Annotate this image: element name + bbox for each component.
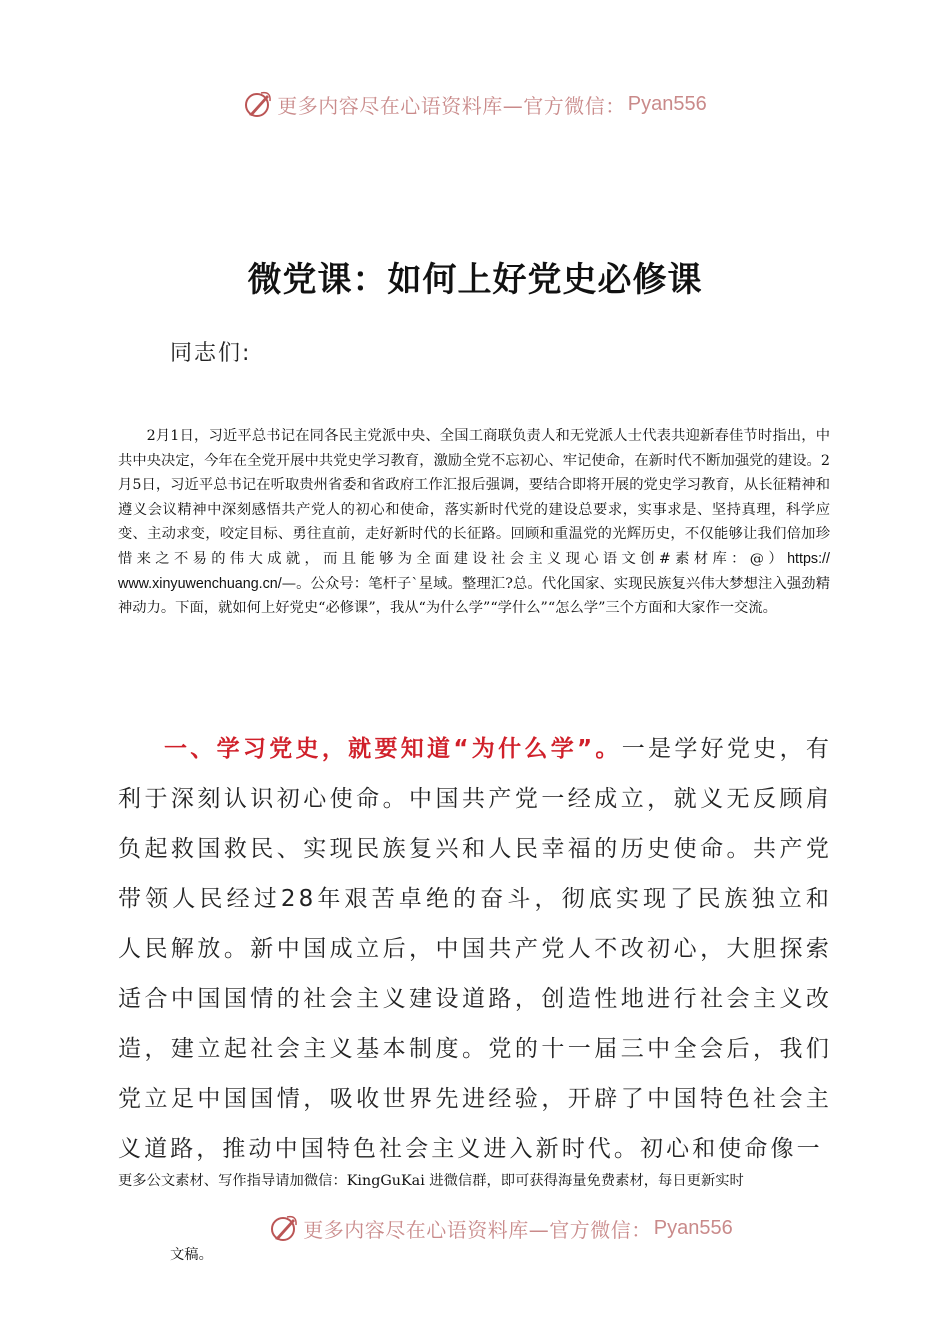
banner-text: 更多内容尽在心语资料库—官方微信： xyxy=(303,1217,652,1242)
banner-text: 更多内容尽在心语资料库—官方微信： xyxy=(277,93,626,118)
footer-watermark-banner xyxy=(0,1208,950,1248)
section-1-body: 一是学好党史，有利于深刻认识初心使命。中国共产党一经成立，就义无反顾肩负起救国救民、实现民族复兴和人民幸福的历史使命。共产党带领人民经过28年艰苦卓绝的奋斗，彻底实现了民族独立和人民解放。新中国成立后，中国共产党人不改初心，大胆探索适合中国国情的社会主义建设道路，创造性地进行社会主义改造，建立起社会主义基本制度。党的十一届三中全会后，我们党立足中国国情，吸收世界先进经验，开辟了中国特色社会主义道路，推动中国特色社会主义进入新时代。初心和使命像一 xyxy=(118,736,832,1162)
section-1-paragraph xyxy=(118,724,832,1174)
intro-text-1: 2月1日，习近平总书记在同各民主党派中央、全国工商联负责人和无党派人士代表共迎新春佳节时指出，中共中央决定，今年在全党开展中共党史学习教育，激励全党不忘初心、牢记使命，在新时代不断加强党的建设。2月5日，习近平总书记在听取贵州省委和省政府工作汇报后强调，要结合即将开展的党史学习教育，从长征精神和遵义会议精神中深刻感悟共产党人的初心和使命，落实新时代党的建设总要求，实事求是、坚持真理，科学应变、主动求变，咬定目标、勇往直前，走好新时代的长征路。回顾和重温党的光辉历史，不仅能够让我们倍加珍惜来之不易的伟大成就，而且能够为全面建设社会主义现心语文创#素材库：@） xyxy=(118,428,830,567)
intro-paragraph xyxy=(118,424,830,621)
intro-text-2: —。公众号：笔杆子`星域。整理汇?总。代化国家、实现民族复兴伟大梦想注入强劲精神动力。下面，就如何上好党史“必修课”，我从“为什么学”“学什么”“怎么学”三个方面和大家作一交流。 xyxy=(118,575,830,617)
header-watermark-banner xyxy=(0,84,950,124)
greeting: 同志们: xyxy=(170,341,252,366)
page-title: 微党课：如何上好党史必修课 xyxy=(247,260,703,300)
quill-logo-icon xyxy=(243,89,273,119)
footer-note: 更多公文素材、写作指导请加微信：KingGuKai 进微信群，即可获得海量免费素材，每日更新实时 xyxy=(118,1173,744,1189)
footer-note-continued: 文稿。 xyxy=(170,1247,213,1263)
quill-logo-icon xyxy=(269,1213,299,1243)
section-1-heading: 一、学习党史，就要知道“为什么学”。 xyxy=(164,736,622,762)
banner-wechat-id: Pyan556 xyxy=(653,1216,733,1239)
intro-url: https:// www.xinyuwenchuang.cn/ xyxy=(118,550,830,592)
banner-wechat-id: Pyan556 xyxy=(627,92,707,115)
